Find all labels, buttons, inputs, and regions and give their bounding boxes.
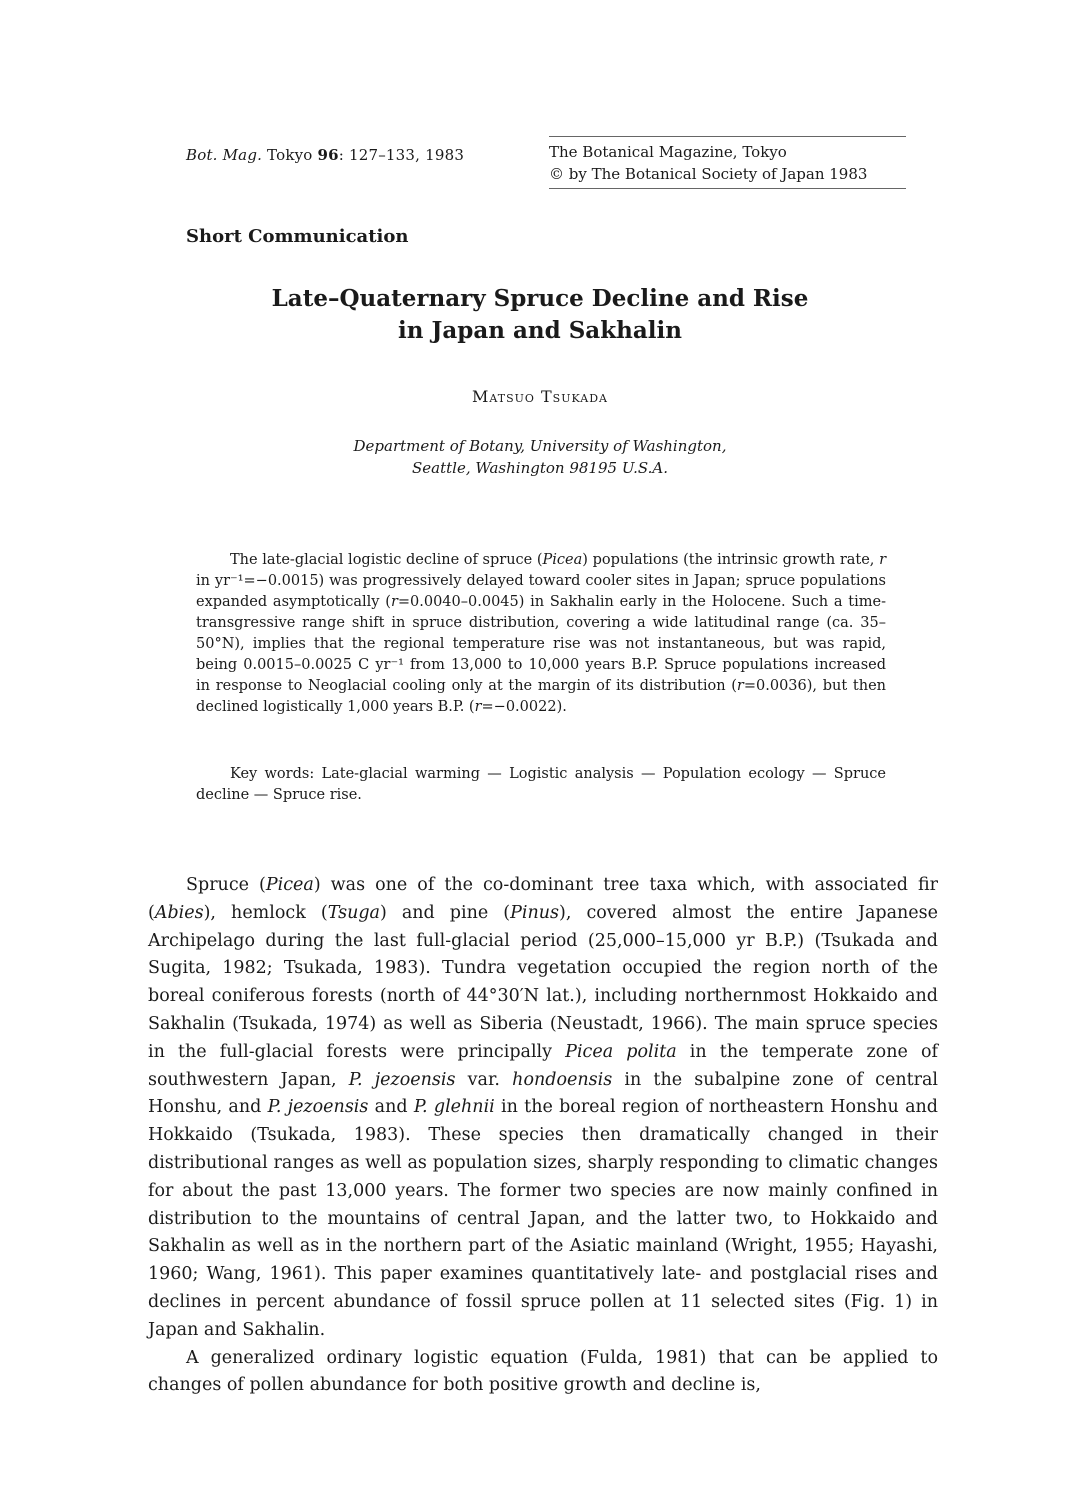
- body-text-run: in the temperate zone of southwestern Japan,: [148, 1041, 938, 1090]
- abstract-text: ) populations (the intrinsic growth rate,: [582, 552, 880, 568]
- header-rule-bottom: [549, 188, 906, 189]
- author-name: Matsuo Tsukada: [472, 387, 608, 406]
- body-text: [148, 872, 938, 1400]
- volume-number: 96: [317, 146, 339, 164]
- abstract-text: =0.0040–0.0045) in Sakhalin early in the Holocene. Such a time-transgressive range shift in spruce distribution, covering a wide latitudinal range (ca. 35–50°N), implies that the regional temperature rise was not instantaneous, but was rapid, being 0.0015–0.0025 C yr⁻¹ from 13,000 to 10,000 years B.P. Spruce populations increased in response to Neoglacial cooling only at the margin of its distribution (: [196, 594, 887, 694]
- abstract-text: in yr⁻¹=−0.0015) was progressively delayed toward cooler sites in Japan; spruce populations expanded asymptotically (: [196, 573, 886, 610]
- journal-name: Bot. Mag.: [186, 146, 263, 164]
- journal-city: Tokyo: [262, 146, 318, 164]
- abstract-text: =−0.0022).: [481, 699, 567, 715]
- body-paragraph-2: A generalized ordinary logistic equation (Fulda, 1981) that can be applied to changes of pollen abundance for both positive growth and decline is,: [148, 1347, 938, 1396]
- citation-header: [186, 146, 464, 164]
- affiliation: [0, 435, 1080, 479]
- affiliation-line-1: Department of Botany, University of Washington,: [353, 437, 727, 455]
- title-line-1: Late–Quaternary Spruce Decline and Rise: [271, 285, 809, 312]
- taxon-name: P. glehnii: [413, 1097, 495, 1118]
- abstract-text: The late-glacial logistic decline of spruce (: [230, 552, 543, 568]
- publisher-block: [549, 136, 906, 189]
- taxon-name: Tsuga: [327, 902, 380, 923]
- body-text-run: in the subalpine zone of central Honshu, and: [148, 1069, 939, 1118]
- title-line-2: in Japan and Sakhalin: [398, 317, 682, 344]
- abstract-variable: r: [390, 594, 398, 610]
- header-rule-top: [549, 136, 906, 137]
- abstract-taxon: Picea: [542, 552, 583, 568]
- pages-year: : 127–133, 1983: [338, 146, 465, 164]
- affiliation-line-2: Seattle, Washington 98195 U.S.A.: [412, 459, 668, 477]
- taxon-name: P. jezoensis: [348, 1069, 456, 1090]
- taxon-name: Abies: [154, 902, 204, 923]
- body-text-run: in the boreal region of northeastern Honshu and Hokkaido (Tsukada, 1983). These species then dramatically changed in their distributional ranges as well as population sizes, sharply responding to climatic changes for about the past 13,000 years. The former two species are now mainly confined in distribution to the mountains of central Japan, and the latter two, to Hokkaido and Sakhalin as well as in the northern part of the Asiatic mainland (Wright, 1955; Hayashi, 1960; Wang, 1961). This paper examines quantitatively late- and postglacial rises and declines in percent abundance of fossil spruce pollen at 11 selected sites (Fig. 1) in Japan and Sakhalin.: [148, 1097, 938, 1340]
- section-label: Short Communication: [186, 226, 409, 247]
- body-paragraph-1: [148, 872, 938, 1345]
- publisher-line-2: © by The Botanical Society of Japan 1983: [549, 165, 868, 183]
- taxon-name: P. jezoensis: [267, 1097, 369, 1118]
- paper-title: [0, 283, 1080, 347]
- abstract-text: =0.0036), but then declined logistically 1,000 years B.P. (: [196, 678, 886, 715]
- abstract-variable: r: [736, 678, 744, 694]
- taxon-name: Picea polita: [565, 1041, 677, 1062]
- taxon-name: Picea: [265, 875, 314, 895]
- body-text-run: var.: [455, 1069, 513, 1090]
- abstract-variable: r: [879, 552, 886, 568]
- body-text-run: ), covered almost the entire Japanese Archipelago during the last full-glacial period (25,000–15,000 yr B.P.) (Tsukada and Sugita, 1982; Tsukada, 1983). Tundra vegetation occupied the region north of the boreal coniferous forests (north of 44°30′N lat.), including northernmost Hokkaido and Sakhalin (Tsukada, 1974) as well as Siberia (Neustadt, 1966). The main spruce species in the full-glacial forests were principally: [148, 902, 938, 1062]
- abstract: [196, 550, 886, 718]
- body-text-run: ) and pine (: [379, 902, 511, 923]
- body-text-run: ) was one of the co-dominant tree taxa which, with associated fir (: [148, 875, 938, 923]
- body-text-run: and: [368, 1097, 414, 1118]
- publisher-line-1: The Botanical Magazine, Tokyo: [549, 143, 787, 161]
- body-text-run: ), hemlock (: [203, 902, 328, 923]
- taxon-name: hondoensis: [512, 1069, 613, 1090]
- abstract-variable: r: [474, 699, 482, 715]
- body-text-run: Spruce (: [186, 875, 266, 895]
- keywords: Key words: Late-glacial warming — Logistic analysis — Population ecology — Spruce decline — Spruce rise.: [196, 766, 886, 803]
- taxon-name: Pinus: [510, 902, 560, 923]
